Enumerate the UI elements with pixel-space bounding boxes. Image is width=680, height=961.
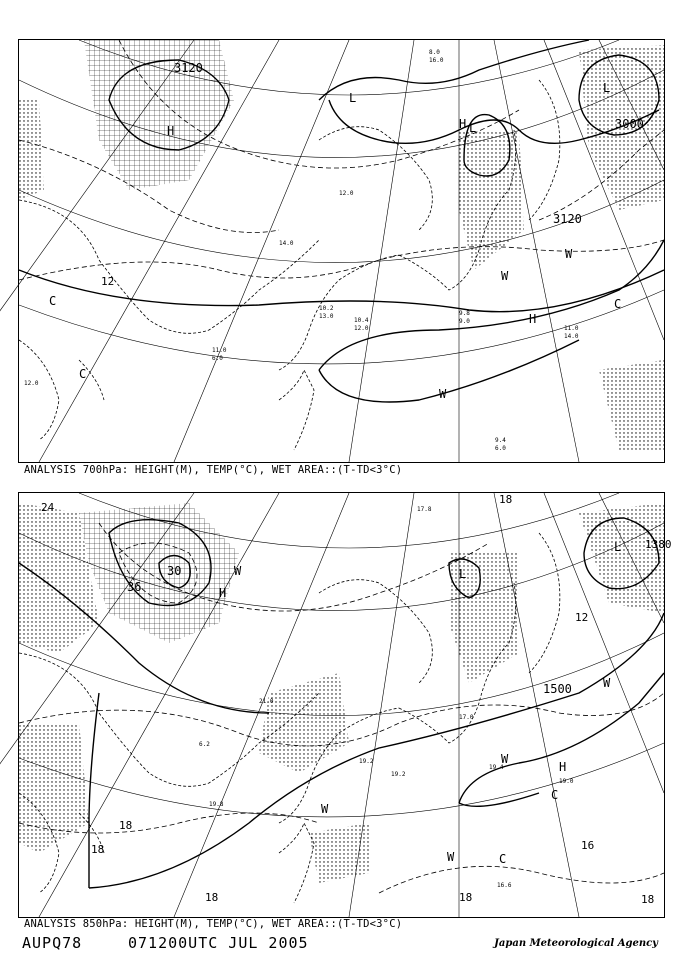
height-label: 3120 — [174, 61, 203, 75]
symbol-high: H — [167, 124, 175, 138]
analysis-datetime: 071200UTC JUL 2005 — [128, 934, 309, 952]
obs-value: 12.0 — [24, 380, 39, 387]
symbol-cold: C — [614, 297, 622, 311]
symbol-warm: W — [439, 387, 447, 401]
temp-label: 18 — [641, 893, 655, 906]
map-panel-850hpa — [18, 492, 672, 918]
obs-value: 16.6 — [497, 882, 512, 889]
symbol-high: H — [459, 117, 467, 131]
temp-label: 18 — [205, 891, 219, 904]
caption-700hpa: ANALYSIS 700hPa: HEIGHT(M), TEMP(°C), WET AREA::(T-TD<3°C) — [24, 464, 403, 476]
symbol-warm: W — [603, 676, 611, 690]
agency-credit: Japan Meteorological Agency — [494, 938, 658, 949]
obs-value: 19.2 — [359, 758, 374, 765]
temp-label: 24 — [41, 501, 55, 514]
obs-value: 17.8 — [417, 506, 432, 513]
map-850hpa — [19, 493, 672, 917]
obs-value: 6.0 — [495, 445, 506, 452]
obs-value: 8.0 — [429, 49, 440, 56]
symbol-warm: W — [447, 850, 455, 864]
symbol-high: H — [529, 312, 537, 326]
symbol-warm: W — [501, 752, 509, 766]
obs-value: 6.0 — [212, 355, 223, 362]
obs-value: 19.4 — [489, 764, 504, 771]
obs-value: 12.0 — [339, 190, 354, 197]
map-panel-700hpa — [18, 39, 665, 463]
symbol-warm: W — [501, 269, 509, 283]
symbol-low: L — [459, 567, 467, 581]
temp-label: 18 — [459, 891, 473, 904]
height-label: 1380 — [645, 538, 672, 551]
height-label: 3120 — [553, 212, 582, 226]
obs-value: 13.0 — [319, 313, 334, 320]
obs-value: 14.0 — [279, 240, 294, 247]
temp-label: 16 — [581, 839, 595, 852]
symbol-cold: C — [79, 367, 87, 381]
product-code: AUPQ78 — [22, 934, 83, 952]
obs-value: 6.2 — [199, 741, 210, 748]
caption-850hpa: ANALYSIS 850hPa: HEIGHT(M), TEMP(°C), WET AREA::(T-TD<3°C) — [24, 918, 403, 930]
symbol-warm: W — [234, 564, 242, 578]
height-label: 3000 — [615, 117, 644, 131]
obs-value: 14.0 — [564, 333, 579, 340]
temp-label: 36 — [127, 580, 142, 594]
temp-label: 18 — [119, 819, 133, 832]
obs-value: 9.0 — [459, 318, 470, 325]
obs-value: 10.2 — [319, 305, 334, 312]
symbol-high: H — [219, 586, 227, 600]
symbol-warm: W — [321, 802, 329, 816]
symbol-cold: C — [499, 852, 507, 866]
obs-value: 19.8 — [209, 801, 224, 808]
obs-value: 21.0 — [259, 698, 274, 705]
height-label: 1500 — [543, 682, 572, 696]
obs-value: 9.4 — [495, 437, 506, 444]
obs-value: 12.0 — [354, 325, 369, 332]
obs-value: 9.8 — [459, 310, 470, 317]
temp-label: 30 — [167, 564, 182, 578]
temp-label: 12 — [101, 275, 115, 288]
symbol-low: L — [614, 540, 622, 554]
symbol-cold: C — [49, 294, 57, 308]
obs-value: 16.0 — [429, 57, 444, 64]
symbol-high: H — [559, 760, 567, 774]
symbol-low: L — [349, 91, 357, 105]
temp-label: 12 — [575, 611, 589, 624]
obs-value: 19.0 — [559, 778, 574, 785]
obs-value: 19.2 — [391, 771, 406, 778]
temp-label: 18 — [499, 493, 513, 506]
symbol-low: L — [469, 121, 477, 135]
symbol-cold: C — [551, 788, 559, 802]
obs-value: 10.4 — [354, 317, 369, 324]
obs-value: 17.0 — [459, 714, 474, 721]
obs-value: 11.0 — [212, 347, 227, 354]
map-700hpa — [19, 40, 664, 462]
wet-area-shading — [19, 40, 664, 450]
symbol-low: L — [603, 81, 611, 95]
symbol-warm: W — [565, 247, 573, 261]
obs-value: 11.0 — [564, 325, 579, 332]
temp-label: 18 — [91, 843, 105, 856]
